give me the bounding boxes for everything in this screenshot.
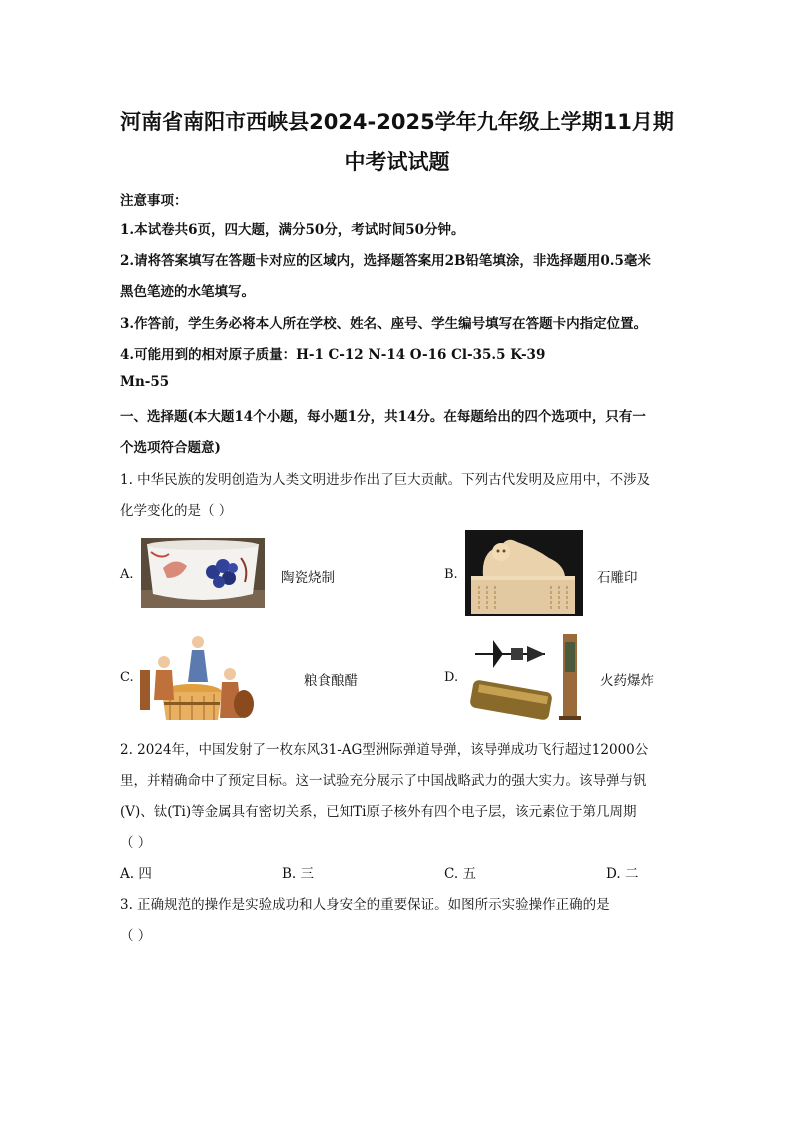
page-title-line1: 河南省南阳市西峡县2024-2025学年九年级上学期11月期 [120,110,674,134]
q2-option-a: A. 四 [120,866,152,882]
q2-option-d: D. 二 [606,866,639,882]
q1-option-c-letter: C. [120,670,134,685]
page-title-line2: 中考试试题 [344,150,450,174]
q1-stem-line1: 1. 中华民族的发明创造为人类文明进步作出了巨大贡献。下列古代发明及应用中，不涉及 [120,472,651,488]
q1-option-b-label: 石雕印 [597,570,638,586]
q1-option-a-letter: A. [120,567,134,582]
q1-stem-line2: 化学变化的是（ ） [120,503,233,519]
notes-item-4b: Mn-55 [120,374,170,390]
q2-stem-line3: (V)、钛(Ti)等金属具有密切关系，已知Ti原子核外有四个电子层，该元素位于第几周期 [120,804,637,820]
notes-item-1: 1.本试卷共6页，四大题，满分50分，考试时间50分钟。 [120,222,465,238]
q1-option-d-label: 火药爆炸 [600,673,654,689]
stone-seal-image [465,530,583,616]
notes-item-2b: 黑色笔迹的水笔填写。 [120,284,255,300]
q2-stem-line4: （ ） [120,835,152,851]
q3-stem-line2: （ ） [120,928,152,944]
notes-item-4: 4.可能用到的相对原子质量：H-1 C-12 N-14 O-16 Cl-35.5 K-39 [120,347,546,363]
section1-heading-line1: 一、选择题(本大题14个小题，每小题1分，共14分。在每题给出的四个选项中，只有一 [120,409,646,425]
q2-stem-line2: 里，并精确命中了预定目标。这一试验充分展示了中国战略武力的强大实力。该导弹与钒 [120,773,647,789]
section1-heading-line2: 个选项符合题意) [120,440,221,456]
notes-item-2a: 2.请将答案填写在答题卡对应的区域内，选择题答案用2B铅笔填涂，非选择题用0.5毫米 [120,253,651,269]
q1-option-d-letter: D. [444,670,459,685]
q2-option-c: C. 五 [444,866,476,882]
notes-item-3: 3.作答前，学生务必将本人所在学校、姓名、座号、学生编号填写在答题卡内指定位置。 [120,316,648,332]
gunpowder-rocket-image [467,632,587,722]
q3-stem-line1: 3. 正确规范的操作是实验成功和人身安全的重要保证。如图所示实验操作正确的是 [120,897,610,913]
q1-option-b-letter: B. [444,567,458,582]
q1-option-a-label: 陶瓷烧制 [281,570,335,586]
q2-option-b: B. 三 [282,866,315,882]
q1-option-c-label: 粮食酿醋 [304,673,358,689]
porcelain-bowl-image [141,538,265,608]
notes-heading: 注意事项： [120,193,188,209]
vinegar-brewing-image [140,630,255,722]
q2-stem-line1: 2. 2024年，中国发射了一枚东风31-AG型洲际弹道导弹，该导弹成功飞行超过12000公 [120,742,649,758]
